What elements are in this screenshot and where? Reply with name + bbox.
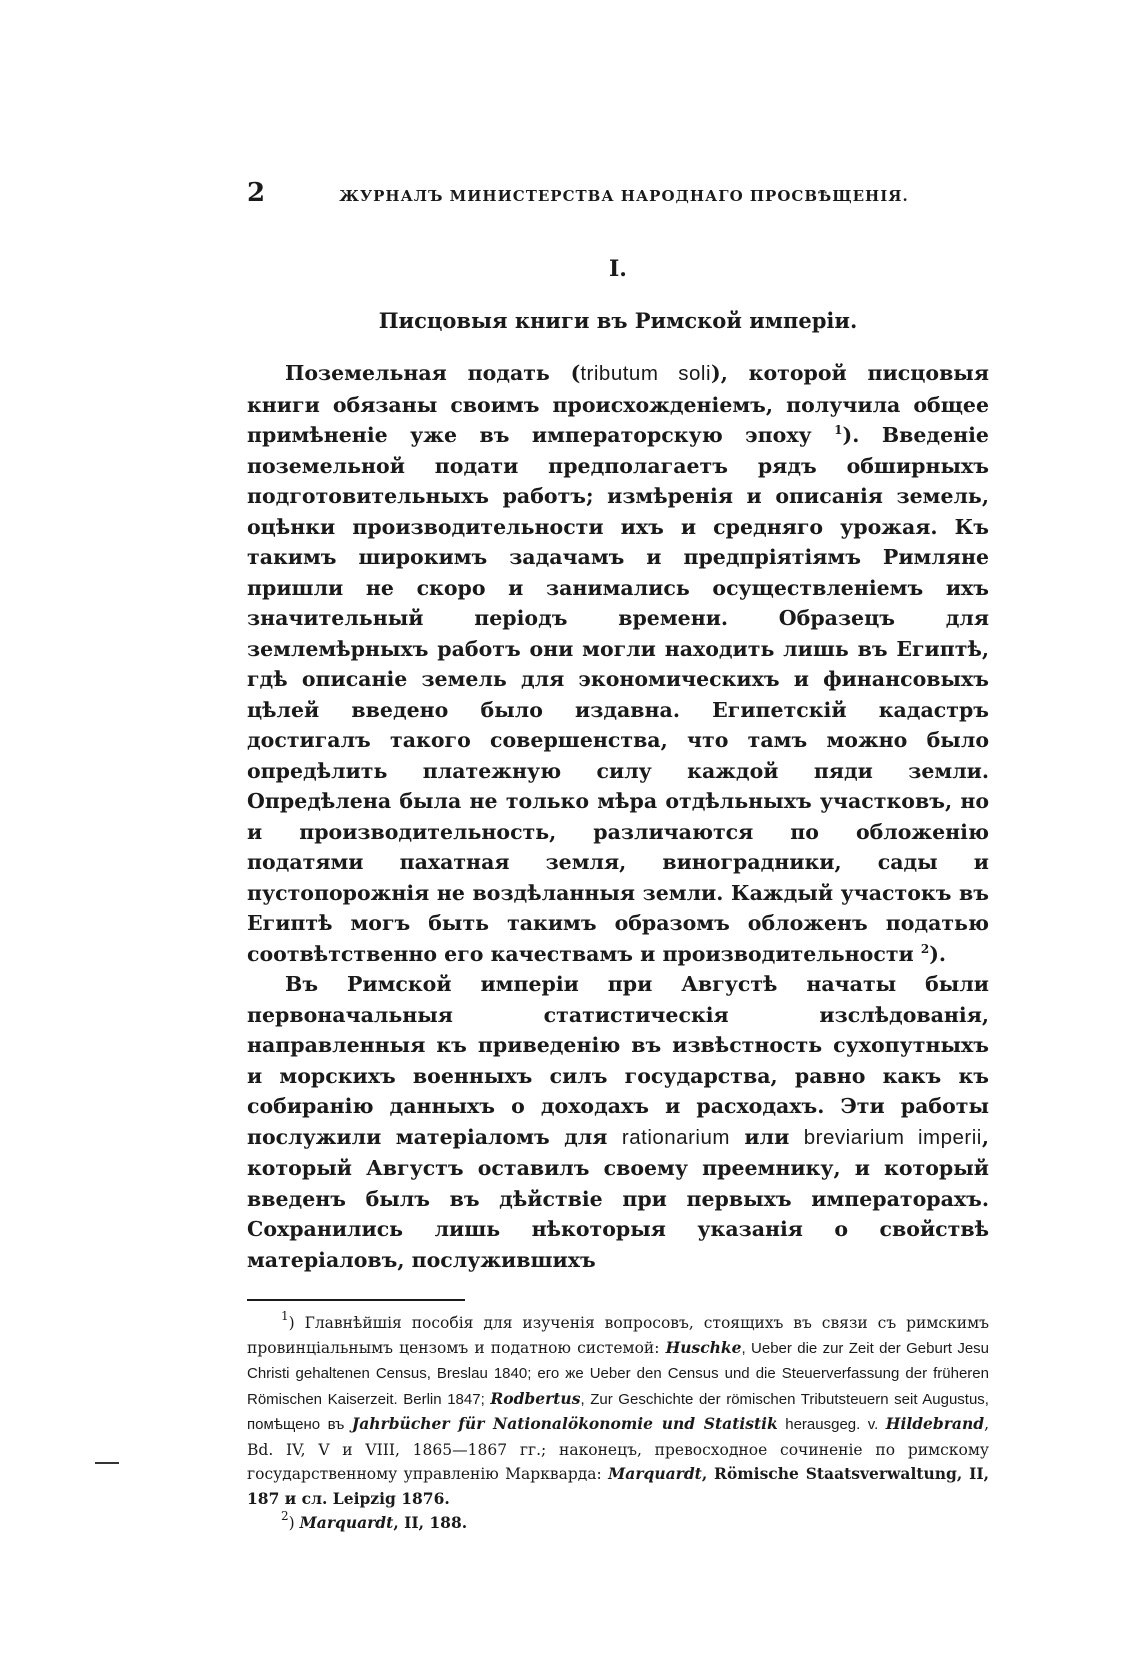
author-name: Marquardt <box>299 1513 394 1532</box>
footnote-marker: 2 <box>281 1509 289 1523</box>
page-number: 2 <box>247 178 266 208</box>
text-run: Поземельная подать ( <box>285 361 581 385</box>
footnote <box>247 1511 989 1536</box>
text-run: , II, 188. <box>393 1513 468 1532</box>
text-run: , Bd. IV, V и VIII, 1865—1867 гг.; наконецъ, превосходное сочиненіе по римскому государственному управленію Маркварда: <box>247 1415 990 1483</box>
text-run: Въ Римской имперіи при Августѣ начаты были первоначальныя статистическія изслѣдованія, направленныя къ приведенію въ извѣстность сухопутныхъ и морскихъ военныхъ силъ государства, равно какъ къ собиранію данныхъ о доходахъ и расходахъ. Эти работы послужили матеріаломъ для <box>247 972 989 1149</box>
text-run: ). Введеніе поземельной подати предполагаетъ рядъ обширныхъ подготовительныхъ работъ; измѣренія и описанія земель, оцѣнки производительности ихъ и средняго урожая. Къ такимъ широкимъ задачамъ и предпріятіямъ Римляне пришли не скоро и занимались осуществленіемъ ихъ значительный періодъ времени. Образецъ для землемѣрныхъ работъ они могли находить лишь въ Египтѣ, гдѣ описаніе земель для экономическихъ и финансовыхъ цѣлей введено было издавна. Египетскій кадастръ достигалъ такого совершенства, что тамъ можно было опредѣлить платежную силу каждой пяди земли. Опредѣлена была не только мѣра отдѣльныхъ участковъ, но и производительность, различаются по обложенію податями пахатная земля, виноградники, сады и пустопорожнія не воздѣланныя земли. Каждый участокъ въ Египтѣ могъ быть такимъ образомъ обложенъ податью соотвѣтственно его качествамъ и производительности <box>247 423 989 966</box>
footnote-ref: 1 <box>834 423 843 437</box>
text-run: или <box>729 1124 804 1149</box>
text-run: herausgeg. v. <box>777 1416 886 1433</box>
author-name: Hildebrand <box>885 1414 985 1433</box>
footnote-marker: 1 <box>281 1309 289 1323</box>
footnote-ref: 2 <box>920 941 930 956</box>
latin-term: breviarium imperii <box>803 1125 982 1149</box>
text-run: ), которой писцовыя книги обязаны своимъ происхожденіемъ, получила общее примѣненіе уже въ императорскую эпоху <box>247 361 990 447</box>
article-title: Писцовыя книги въ Римской имперіи. <box>378 308 858 333</box>
latin-term: tributum soli <box>580 362 712 385</box>
author-name: Huschke <box>665 1337 742 1357</box>
footnotes <box>247 1311 989 1536</box>
section-number: I. <box>609 256 627 282</box>
text-run: , Ueber die zur Zeit der Geburt Jesu Christi gehaltenen Census, Breslau 1840; его же Ueber den Census und die Steuerverfassung der früheren Römischen Kaiserzeit. Berlin 1847; <box>247 1339 990 1408</box>
text-run: , который Августъ оставилъ своему преемнику, и который введенъ былъ въ дѣйствіе при первыхъ императорахъ. Сохранились лишь нѣкоторыя указанія о свойствѣ матеріаловъ, послужившихъ <box>247 1124 990 1272</box>
footnote <box>247 1311 989 1511</box>
journal-name: Jahrbücher für Nationalökonomie und Statistik <box>351 1414 778 1433</box>
text-run: , Römische Staatsverwaltung, II, 187 и сл. Leipzig 1876. <box>247 1464 989 1508</box>
paragraph <box>247 358 989 969</box>
margin-mark <box>95 1462 119 1464</box>
running-head <box>247 178 989 216</box>
author-name: Rodbertus <box>490 1388 581 1408</box>
text-run: , Zur Geschichte der römischen Tributsteuern seit Augustus, помѣщено въ <box>247 1390 989 1433</box>
latin-term: rationarium <box>621 1125 730 1149</box>
book-page <box>247 178 989 1536</box>
text-run: ) <box>288 1514 300 1532</box>
journal-title: ЖУРНАЛЪ МИНИСТЕРСТВА НАРОДНАГО ПРОСВѢЩЕНІЯ. <box>339 187 909 205</box>
text-run: ) Главнѣйшія пособія для изученія вопросовъ, стоящихъ въ связи съ римскимъ провинціальнымъ цензомъ и податною системой: <box>247 1314 989 1357</box>
footnote-divider <box>247 1299 465 1301</box>
main-text <box>247 358 989 1275</box>
text-run: ). <box>929 941 947 966</box>
author-name: Marquardt <box>608 1464 702 1483</box>
paragraph <box>247 969 989 1275</box>
